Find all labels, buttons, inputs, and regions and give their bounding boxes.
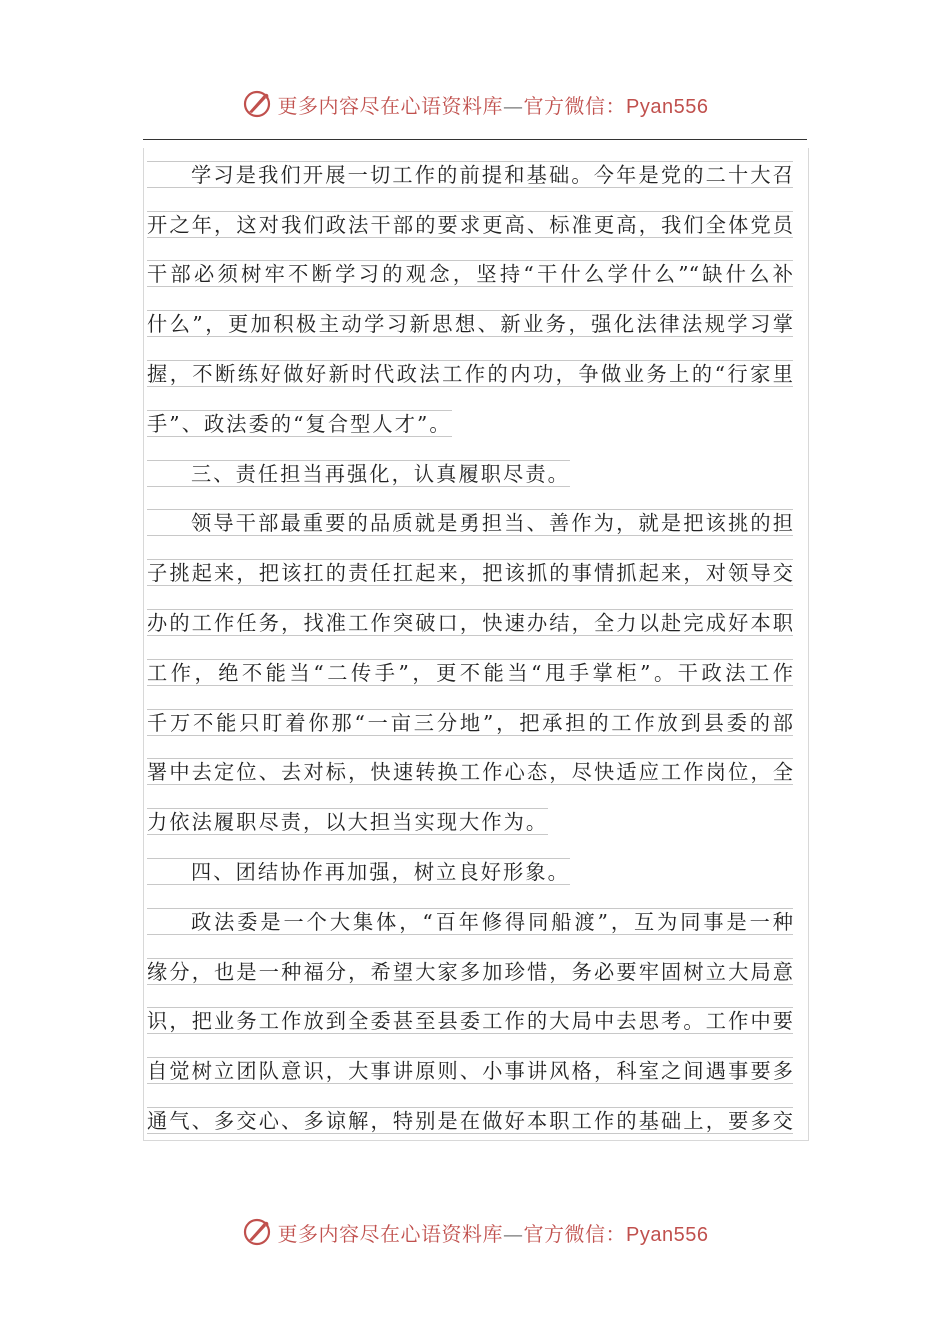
banner-account: Pyan556 <box>626 95 709 118</box>
banner-wechat: 官方微信： <box>523 93 627 118</box>
text-line <box>147 198 793 248</box>
text-line <box>147 696 793 746</box>
line-text: 什么”，更加积极主动学习新思想、新业务，强化法律法规学习掌 <box>147 312 793 337</box>
line-text: 学习是我们开展一切工作的前提和基础。今年是党的二十大召 <box>147 161 793 188</box>
section-heading <box>147 845 793 895</box>
line-text: 办的工作任务，找准工作突破口，快速办结，全力以赴完成好本职 <box>147 610 793 635</box>
text-line <box>147 248 793 298</box>
banner-main: 更多内容尽在心语资料库 <box>277 93 504 118</box>
text-line <box>147 596 793 646</box>
text-line <box>147 297 793 347</box>
line-text: 握，不断练好做好新时代政法工作的内功，争做业务上的“行家里 <box>147 361 793 386</box>
quill-logo-icon <box>242 1217 272 1247</box>
section-heading <box>147 447 793 497</box>
banner-text <box>278 90 709 119</box>
line-text: 工作，绝不能当“二传手”，更不能当“甩手掌柜”。干政法工作 <box>147 660 793 685</box>
heading-text: 三、责任担当再强化，认真履职尽责。 <box>147 460 570 487</box>
text-line <box>147 995 793 1045</box>
text-line <box>147 1044 793 1094</box>
banner-wechat: 官方微信： <box>523 1221 627 1246</box>
banner-account: Pyan556 <box>626 1223 709 1246</box>
text-line <box>147 497 793 547</box>
line-text: 署中去定位、去对标，快速转换工作心态，尽快适应工作岗位，全 <box>147 760 793 785</box>
header-banner <box>0 82 950 126</box>
line-text: 政法委是一个大集体，“百年修得同船渡”，互为同事是一种 <box>147 908 793 935</box>
banner-sep: — <box>503 93 524 118</box>
line-text: 干部必须树牢不断学习的观念，坚持“干什么学什么”“缺什么补 <box>147 262 793 287</box>
text-line <box>147 347 793 397</box>
footer-banner <box>0 1210 950 1254</box>
text-line <box>147 646 793 696</box>
document-body <box>147 148 793 1144</box>
line-text: 通气、多交心、多谅解，特别是在做好本职工作的基础上，要多交 <box>147 1108 793 1133</box>
text-line <box>147 1094 793 1144</box>
banner-sep: — <box>503 1221 524 1246</box>
text-line <box>147 746 793 796</box>
line-text: 子挑起来，把该扛的责任扛起来，把该抓的事情抓起来，对领导交 <box>147 561 793 586</box>
line-text: 力依法履职尽责，以大担当实现大作为。 <box>147 810 549 835</box>
line-text: 自觉树立团队意识，大事讲原则、小事讲风格，科室之间遇事要多 <box>147 1059 793 1084</box>
text-line <box>147 895 793 945</box>
line-text: 识，把业务工作放到全委甚至县委工作的大局中去思考。工作中要 <box>147 1009 793 1034</box>
heading-text: 四、团结协作再加强，树立良好形象。 <box>147 858 570 885</box>
quill-logo-icon <box>242 89 272 119</box>
header-rule <box>143 139 807 140</box>
line-text: 缘分，也是一种福分，希望大家多加珍惜，务必要牢固树立大局意 <box>147 959 793 984</box>
banner-text <box>278 1218 709 1247</box>
text-line <box>147 795 793 845</box>
line-text: 开之年，这对我们政法干部的要求更高、标准更高，我们全体党员 <box>147 212 793 237</box>
text-line <box>147 148 793 198</box>
line-text: 领导干部最重要的品质就是勇担当、善作为，就是把该挑的担 <box>147 509 793 536</box>
text-line <box>147 945 793 995</box>
line-text: 千万不能只盯着你那“一亩三分地”，把承担的工作放到县委的部 <box>147 710 793 735</box>
banner-main: 更多内容尽在心语资料库 <box>277 1221 504 1246</box>
text-line <box>147 397 793 447</box>
line-text: 手”、政法委的“复合型人才”。 <box>147 411 452 436</box>
text-line <box>147 546 793 596</box>
